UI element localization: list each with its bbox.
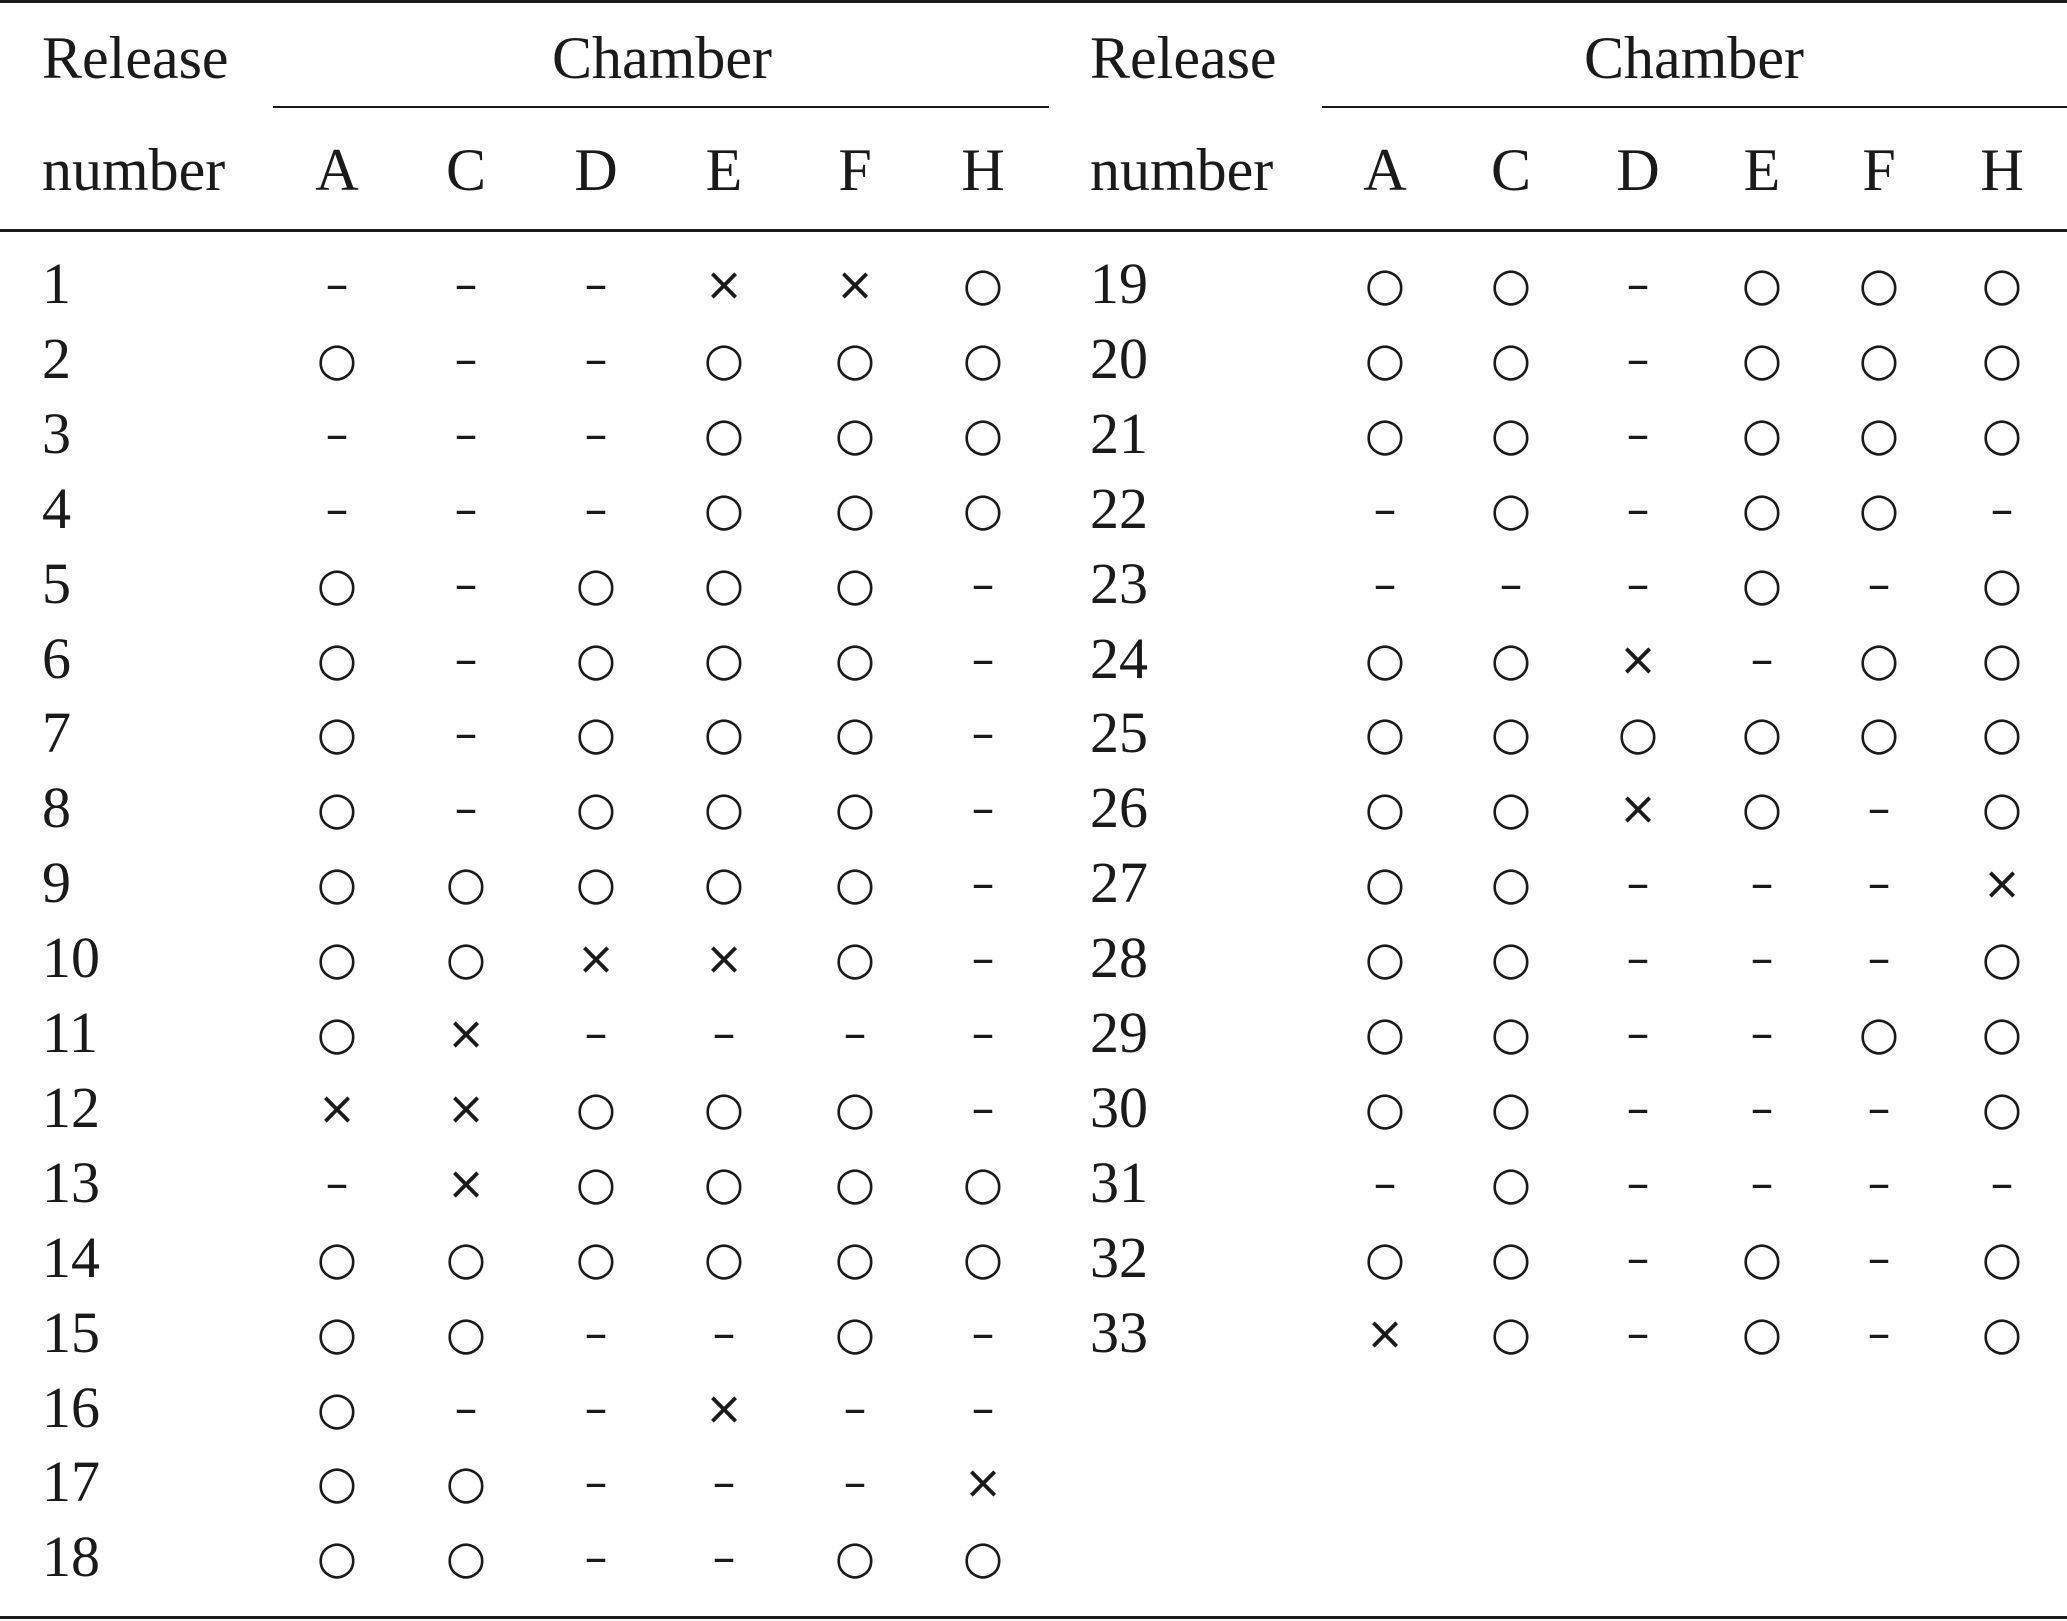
mark-cell: ×	[446, 1081, 486, 1135]
mark-cell: –	[843, 1455, 867, 1509]
release-number-left: 5	[42, 551, 71, 616]
mark-cell: ○	[1741, 781, 1783, 835]
mark-cell: ○	[575, 1081, 617, 1135]
mark-cell: ○	[1364, 332, 1406, 386]
mark-cell: ×	[446, 1156, 486, 1210]
mark-cell: ○	[1490, 257, 1532, 311]
mark-cell: ○	[445, 1306, 487, 1360]
chamber-col-h-left: H	[961, 137, 1005, 203]
mark-cell: ○	[445, 1231, 487, 1285]
mark-cell: ○	[1741, 482, 1783, 536]
chamber-col-e-left: E	[705, 137, 743, 203]
mark-cell: –	[971, 781, 995, 835]
release-number-left: 9	[42, 850, 71, 915]
mark-cell: ○	[703, 632, 745, 686]
release-header-left-line1: Release	[42, 25, 229, 91]
mark-cell: ○	[1490, 632, 1532, 686]
mark-cell: ○	[703, 781, 745, 835]
mark-cell: –	[712, 1006, 736, 1060]
release-number-left: 16	[42, 1375, 100, 1440]
mark-cell: –	[1626, 1156, 1650, 1210]
mark-cell: –	[1750, 1081, 1774, 1135]
mark-cell: –	[1750, 931, 1774, 985]
release-number-left: 13	[42, 1150, 100, 1215]
mark-cell: ○	[834, 332, 876, 386]
mark-cell: ○	[1490, 856, 1532, 910]
mark-cell: ○	[834, 856, 876, 910]
release-header-left-line2: number	[42, 137, 226, 203]
mark-cell: –	[1499, 557, 1523, 611]
mark-cell: –	[1990, 482, 2014, 536]
chamber-col-a-right: A	[1363, 137, 1407, 203]
mark-cell: ×	[704, 1381, 744, 1435]
release-number-right: 26	[1090, 775, 1148, 840]
mark-cell: –	[584, 1006, 608, 1060]
release-number-right: 24	[1090, 626, 1148, 691]
mark-cell: ○	[1490, 1306, 1532, 1360]
mark-cell: –	[1750, 1156, 1774, 1210]
mark-cell: –	[584, 482, 608, 536]
release-number-left: 15	[42, 1300, 100, 1365]
mark-cell: –	[1867, 1306, 1891, 1360]
mark-cell: –	[971, 557, 995, 611]
mark-cell: ○	[1981, 1006, 2023, 1060]
mark-cell: ○	[1490, 407, 1532, 461]
mark-cell: –	[454, 781, 478, 835]
mark-cell: ○	[1490, 1006, 1532, 1060]
chamber-col-f-right: F	[1862, 137, 1896, 203]
mark-cell: –	[971, 1081, 995, 1135]
mark-cell: ○	[1617, 706, 1659, 760]
mark-cell: –	[325, 1156, 349, 1210]
mark-cell: ○	[1490, 1081, 1532, 1135]
mark-cell: –	[1867, 781, 1891, 835]
mark-cell: ×	[446, 1006, 486, 1060]
chamber-col-d-right: D	[1616, 137, 1660, 203]
release-number-right: 25	[1090, 700, 1148, 765]
mark-cell: ○	[1364, 931, 1406, 985]
chamber-col-h-right: H	[1980, 137, 2024, 203]
mark-cell: –	[971, 632, 995, 686]
mark-cell: –	[584, 332, 608, 386]
mark-cell: ○	[703, 1231, 745, 1285]
mark-cell: ○	[1490, 482, 1532, 536]
mark-cell: ○	[962, 482, 1004, 536]
mark-cell: ○	[316, 1006, 358, 1060]
mark-cell: –	[971, 931, 995, 985]
header-rule	[0, 229, 2067, 232]
mark-cell: –	[1626, 1306, 1650, 1360]
mark-cell: ○	[1490, 781, 1532, 835]
mark-cell: –	[712, 1530, 736, 1584]
mark-cell: ○	[1364, 1231, 1406, 1285]
mark-cell: ○	[834, 706, 876, 760]
release-number-right: 31	[1090, 1150, 1148, 1215]
mark-cell: ○	[575, 1231, 617, 1285]
mark-cell: ○	[1364, 706, 1406, 760]
mark-cell: –	[1867, 1081, 1891, 1135]
mark-cell: ○	[1981, 1231, 2023, 1285]
mark-cell: –	[325, 257, 349, 311]
mark-cell: –	[584, 1530, 608, 1584]
mark-cell: ○	[1981, 1081, 2023, 1135]
mark-cell: ○	[703, 482, 745, 536]
mark-cell: ○	[1741, 257, 1783, 311]
release-number-left: 17	[42, 1449, 100, 1514]
release-number-right: 22	[1090, 476, 1148, 541]
mark-cell: ○	[575, 856, 617, 910]
mark-cell: –	[1626, 856, 1650, 910]
mark-cell: ○	[316, 1306, 358, 1360]
mark-cell: ○	[703, 557, 745, 611]
mark-cell: ○	[834, 781, 876, 835]
mark-cell: ○	[962, 332, 1004, 386]
release-number-right: 23	[1090, 551, 1148, 616]
mark-cell: ○	[1364, 407, 1406, 461]
release-number-left: 11	[42, 1000, 98, 1065]
release-number-right: 33	[1090, 1300, 1148, 1365]
mark-cell: ○	[575, 1156, 617, 1210]
mark-cell: ×	[704, 931, 744, 985]
mark-cell: ○	[703, 1156, 745, 1210]
mark-cell: –	[454, 407, 478, 461]
mark-cell: –	[325, 482, 349, 536]
mark-cell: ○	[1364, 856, 1406, 910]
release-number-left: 3	[42, 401, 71, 466]
chamber-col-d-left: D	[574, 137, 618, 203]
mark-cell: ×	[835, 257, 875, 311]
chamber-rule-left	[273, 106, 1049, 108]
mark-cell: ○	[316, 557, 358, 611]
release-number-left: 2	[42, 326, 71, 391]
mark-cell: ×	[1618, 781, 1658, 835]
mark-cell: ○	[1981, 632, 2023, 686]
mark-cell: ×	[1365, 1306, 1405, 1360]
chamber-rule-right	[1322, 106, 2067, 108]
mark-cell: ○	[703, 332, 745, 386]
mark-cell: ○	[316, 1530, 358, 1584]
mark-cell: –	[1867, 931, 1891, 985]
mark-cell: –	[454, 632, 478, 686]
mark-cell: –	[971, 1006, 995, 1060]
mark-cell: –	[1373, 1156, 1397, 1210]
mark-cell: –	[1373, 557, 1397, 611]
mark-cell: ○	[316, 1455, 358, 1509]
mark-cell: ○	[1364, 781, 1406, 835]
mark-cell: ○	[1364, 257, 1406, 311]
mark-cell: ○	[1981, 781, 2023, 835]
mark-cell: ○	[834, 1306, 876, 1360]
mark-cell: –	[971, 856, 995, 910]
release-number-left: 12	[42, 1075, 100, 1140]
mark-cell: ○	[962, 1231, 1004, 1285]
mark-cell: ○	[834, 482, 876, 536]
mark-cell: –	[1990, 1156, 2014, 1210]
mark-cell: ○	[445, 931, 487, 985]
mark-cell: –	[843, 1381, 867, 1435]
mark-cell: –	[454, 482, 478, 536]
release-number-left: 10	[42, 925, 100, 990]
release-number-left: 6	[42, 626, 71, 691]
mark-cell: ○	[445, 856, 487, 910]
mark-cell: ○	[316, 706, 358, 760]
mark-cell: ○	[316, 332, 358, 386]
mark-cell: –	[1626, 407, 1650, 461]
release-number-right: 21	[1090, 401, 1148, 466]
mark-cell: –	[454, 557, 478, 611]
release-number-right: 19	[1090, 251, 1148, 316]
mark-cell: –	[1867, 1231, 1891, 1285]
mark-cell: ○	[1490, 1231, 1532, 1285]
mark-cell: ○	[445, 1530, 487, 1584]
mark-cell: ○	[1858, 407, 1900, 461]
mark-cell: –	[1867, 856, 1891, 910]
release-number-left: 1	[42, 251, 71, 316]
mark-cell: –	[1626, 1006, 1650, 1060]
mark-cell: ○	[575, 781, 617, 835]
mark-cell: ○	[962, 407, 1004, 461]
mark-cell: ○	[1364, 632, 1406, 686]
mark-cell: ○	[834, 1156, 876, 1210]
chamber-col-a-left: A	[315, 137, 359, 203]
mark-cell: ○	[1981, 557, 2023, 611]
mark-cell: ○	[575, 557, 617, 611]
mark-cell: –	[712, 1306, 736, 1360]
mark-cell: ○	[703, 1081, 745, 1135]
chamber-col-e-right: E	[1743, 137, 1781, 203]
mark-cell: –	[1626, 931, 1650, 985]
release-number-left: 4	[42, 476, 71, 541]
mark-cell: ○	[834, 931, 876, 985]
mark-cell: –	[584, 257, 608, 311]
mark-cell: ○	[834, 557, 876, 611]
mark-cell: ○	[1741, 1306, 1783, 1360]
chamber-col-f-left: F	[838, 137, 872, 203]
mark-cell: –	[584, 1455, 608, 1509]
mark-cell: ○	[575, 632, 617, 686]
release-header-right-line1: Release	[1090, 25, 1277, 91]
mark-cell: ×	[704, 257, 744, 311]
mark-cell: –	[325, 407, 349, 461]
mark-cell: ○	[1858, 632, 1900, 686]
mark-cell: –	[454, 1381, 478, 1435]
mark-cell: –	[454, 706, 478, 760]
chamber-header-left: Chamber	[552, 25, 772, 91]
mark-cell: –	[971, 1306, 995, 1360]
release-number-left: 8	[42, 775, 71, 840]
mark-cell: ○	[316, 856, 358, 910]
mark-cell: –	[1373, 482, 1397, 536]
mark-cell: ○	[1490, 706, 1532, 760]
chamber-col-c-left: C	[445, 137, 487, 203]
mark-cell: ○	[962, 257, 1004, 311]
bottom-rule	[0, 1616, 2067, 1619]
mark-cell: ○	[316, 1381, 358, 1435]
mark-cell: ○	[316, 781, 358, 835]
mark-cell: ○	[1858, 706, 1900, 760]
mark-cell: –	[971, 1381, 995, 1435]
mark-cell: ○	[834, 407, 876, 461]
mark-cell: ○	[1981, 257, 2023, 311]
mark-cell: ○	[316, 931, 358, 985]
mark-cell: ○	[1981, 706, 2023, 760]
mark-cell: –	[843, 1006, 867, 1060]
mark-cell: –	[1867, 557, 1891, 611]
mark-cell: –	[1626, 332, 1650, 386]
release-number-left: 18	[42, 1524, 100, 1589]
mark-cell: ○	[1364, 1081, 1406, 1135]
release-number-right: 28	[1090, 925, 1148, 990]
release-header-right-line2: number	[1090, 137, 1274, 203]
mark-cell: ○	[834, 1530, 876, 1584]
mark-cell: –	[1750, 856, 1774, 910]
mark-cell: –	[1626, 1081, 1650, 1135]
chamber-header-right: Chamber	[1584, 25, 1804, 91]
mark-cell: ○	[703, 706, 745, 760]
mark-cell: ○	[1364, 1006, 1406, 1060]
mark-cell: –	[584, 407, 608, 461]
mark-cell: –	[1626, 257, 1650, 311]
release-number-right: 29	[1090, 1000, 1148, 1065]
mark-cell: ×	[963, 1455, 1003, 1509]
mark-cell: –	[1750, 632, 1774, 686]
mark-cell: ○	[1981, 332, 2023, 386]
release-number-left: 7	[42, 700, 71, 765]
mark-cell: –	[971, 706, 995, 760]
mark-cell: ○	[1741, 1231, 1783, 1285]
mark-cell: ○	[445, 1455, 487, 1509]
mark-cell: ○	[1741, 557, 1783, 611]
mark-cell: –	[584, 1306, 608, 1360]
top-rule	[0, 0, 2067, 3]
mark-cell: ○	[962, 1156, 1004, 1210]
mark-cell: ○	[1741, 407, 1783, 461]
mark-cell: ○	[1981, 931, 2023, 985]
release-number-right: 27	[1090, 850, 1148, 915]
mark-cell: ○	[1741, 332, 1783, 386]
chamber-col-c-right: C	[1490, 137, 1532, 203]
mark-cell: –	[1626, 557, 1650, 611]
mark-cell: ○	[1490, 1156, 1532, 1210]
mark-cell: –	[1626, 1231, 1650, 1285]
mark-cell: –	[1750, 1006, 1774, 1060]
mark-cell: ×	[1618, 632, 1658, 686]
mark-cell: ○	[1858, 257, 1900, 311]
mark-cell: ×	[1982, 856, 2022, 910]
mark-cell: –	[454, 257, 478, 311]
release-number-left: 14	[42, 1225, 100, 1290]
mark-cell: ○	[1981, 1306, 2023, 1360]
mark-cell: ○	[834, 632, 876, 686]
mark-cell: ○	[834, 1081, 876, 1135]
mark-cell: –	[712, 1455, 736, 1509]
mark-cell: ○	[962, 1530, 1004, 1584]
mark-cell: ○	[316, 632, 358, 686]
mark-cell: ○	[1858, 332, 1900, 386]
mark-cell: –	[1867, 1156, 1891, 1210]
mark-cell: ○	[1741, 706, 1783, 760]
mark-cell: ○	[834, 1231, 876, 1285]
mark-cell: ×	[317, 1081, 357, 1135]
mark-cell: ○	[1981, 407, 2023, 461]
mark-cell: ○	[1490, 332, 1532, 386]
release-number-right: 20	[1090, 326, 1148, 391]
release-number-right: 32	[1090, 1225, 1148, 1290]
mark-cell: ○	[703, 407, 745, 461]
mark-cell: ○	[1858, 482, 1900, 536]
mark-cell: –	[454, 332, 478, 386]
release-number-right: 30	[1090, 1075, 1148, 1140]
mark-cell: ×	[576, 931, 616, 985]
mark-cell: ○	[703, 856, 745, 910]
mark-cell: –	[584, 1381, 608, 1435]
mark-cell: –	[1626, 482, 1650, 536]
mark-cell: ○	[575, 706, 617, 760]
mark-cell: ○	[316, 1231, 358, 1285]
mark-cell: ○	[1858, 1006, 1900, 1060]
mark-cell: ○	[1490, 931, 1532, 985]
